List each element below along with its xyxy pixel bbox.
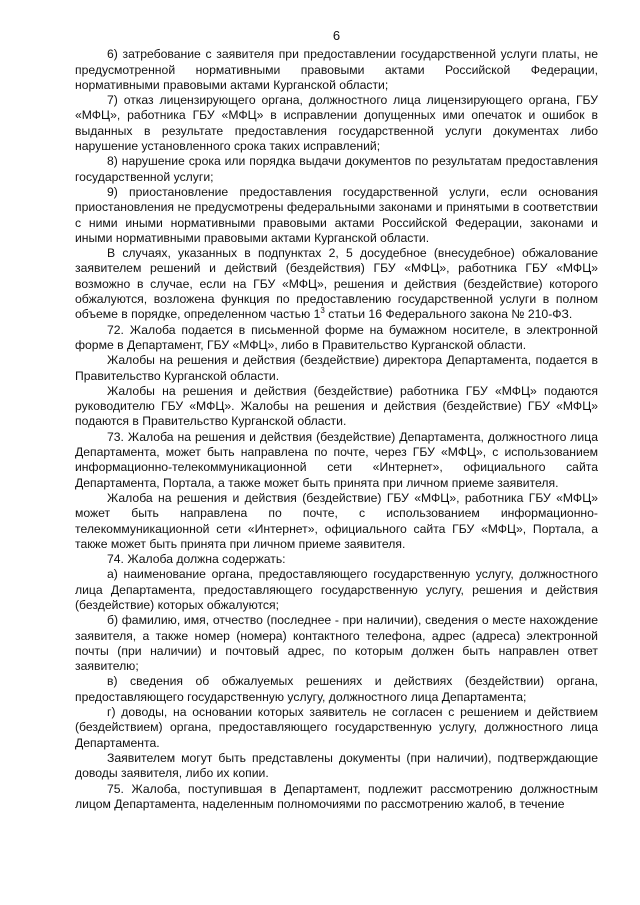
paragraph: 75. Жалоба, поступившая в Департамент, подлежит рассмотрению должностным лицом Департамента, наделенным полномочиями по рассмотрению жалоб, в течение [75, 781, 598, 811]
page-number: 6 [332, 28, 341, 43]
paragraph-mfc-appeal-conditions [75, 246, 598, 322]
paragraph: 7) отказ лицензирующего органа, должностного лица лицензирующего органа, ГБУ «МФЦ», работника ГБУ «МФЦ» в исправлении допущенных ими опечаток и ошибок в выданных в результате предоставления государственной услуги документах либо нарушение установленного срока таких исправлений; [75, 93, 598, 154]
paragraph: 8) нарушение срока или порядка выдачи документов по результатам предоставления государственной услуги; [75, 154, 598, 184]
paragraph: Жалобы на решения и действия (бездействие) работника ГБУ «МФЦ» подаются руководителю ГБУ «МФЦ». Жалобы на решения и действия (бездействие) ГБУ «МФЦ» подаются в Правительство Курганской области. [75, 383, 598, 429]
paragraph: а) наименование органа, предоставляющего государственную услугу, должностного лица Департамента, предоставляющего государственную услугу, решения и действия (бездействие) которых обжалуются; [75, 567, 598, 612]
paragraph: 72. Жалоба подается в письменной форме на бумажном носителе, в электронной форме в Департамент, ГБУ «МФЦ», либо в Правительство Курганской области. [75, 322, 598, 352]
paragraph: 74. Жалоба должна содержать: [107, 552, 286, 567]
paragraph: Жалоба на решения и действия (бездействие) ГБУ «МФЦ», работника ГБУ «МФЦ» может быть направлена по почте, с использованием информационно-телекоммуникационной сети «Интернет», официального сайта ГБУ «МФЦ», Портала, а также может быть принята при личном приеме заявителя. [75, 490, 598, 551]
paragraph-text: статьи 16 Федерального закона № 210-ФЗ. [324, 307, 573, 322]
paragraph: г) доводы, на основании которых заявитель не согласен с решением и действием (бездействием) органа, предоставляющего государственную услугу, должностного лица Департамента. [75, 705, 598, 750]
paragraph: в) сведения об обжалуемых решениях и действиях (бездействии) органа, предоставляющего государственную услугу, должностного лица Департамента; [75, 674, 598, 704]
paragraph-text: В случаях, указанных в подпунктах 2, 5 досудебное (внесудебное) обжалование заявителем решений и действий (бездействия) ГБУ «МФЦ», работника ГБУ «МФЦ» возможно в случае, если на ГБУ «МФЦ», решения и действия (бездействие) которого обжалуются, возложена функция по предоставлению государственной услуги в полном объеме в порядке, определенном частью 1 [75, 246, 598, 322]
paragraph: 9) приостановление предоставления государственной услуги, если основания приостановления не предусмотрены федеральными законами и принятыми в соответствии с ними иными нормативными правовыми актами Российской Федерации, законами и иными нормативными правовыми актами Курганской области. [75, 184, 598, 245]
paragraph: Жалобы на решения и действия (бездействие) директора Департамента, подается в Правительство Курганской области. [75, 353, 598, 383]
paragraph: б) фамилию, имя, отчество (последнее - при наличии), сведения о месте нахождение заявителя, а также номер (номера) контактного телефона, адрес (адреса) электронной почты (при наличии) и почтовый адрес, по которым должен быть направлен ответ заявителю; [75, 613, 598, 674]
superscript: 3 [320, 306, 325, 316]
paragraph: 73. Жалоба на решения и действия (бездействие) Департамента, должностного лица Департамента, может быть направлена по почте, через ГБУ «МФЦ», с использованием информационно-телекоммуникационной сети «Интернет», официального сайта Департамента, Портала, а также может быть принята при личном приеме заявителя. [75, 429, 598, 490]
paragraph: Заявителем могут быть представлены документы (при наличии), подтверждающие доводы заявителя, либо их копии. [75, 750, 598, 781]
paragraph: 6) затребование с заявителя при предоставлении государственной услуги платы, не предусмотренной нормативными правовыми актами Российской Федерации, нормативными правовыми актами Курганской области; [75, 47, 598, 92]
document-page [75, 28, 598, 812]
